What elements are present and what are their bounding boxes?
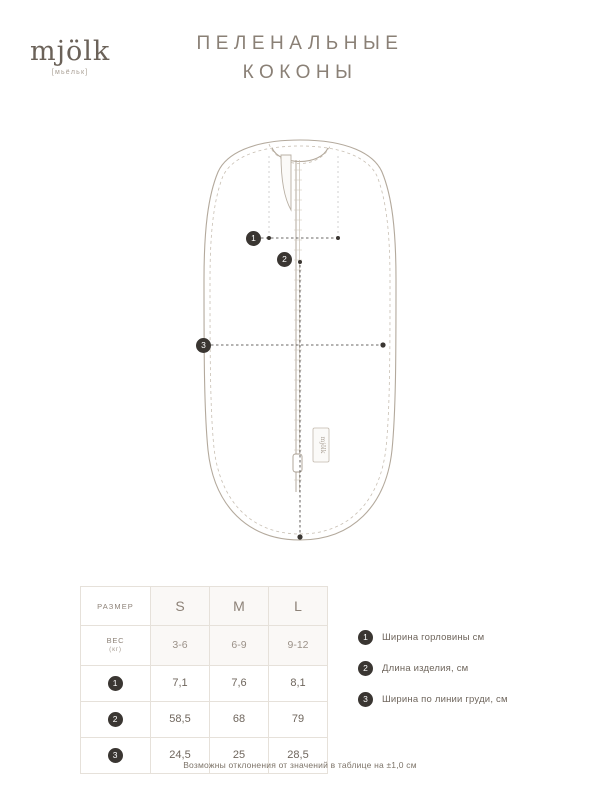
row-label-measure-2 <box>81 701 151 737</box>
cell-measure2-s: 58,5 <box>151 701 210 737</box>
cell-measure1-s: 7,1 <box>151 665 210 701</box>
legend-item-2 <box>358 661 578 676</box>
legend-item-3 <box>358 692 578 707</box>
illustration-marker-3: 3 <box>196 338 211 353</box>
legend-item-1 <box>358 630 578 645</box>
brand-name: mjölk <box>30 36 111 67</box>
product-illustration <box>0 110 600 570</box>
row-label-weight-text: ВЕС <box>106 636 125 645</box>
legend-badge-2: 2 <box>358 661 373 676</box>
table-header-size-l: L <box>269 587 328 626</box>
legend-text-3: Ширина по линии груди, см <box>382 694 508 705</box>
legend-badge-3: 3 <box>358 692 373 707</box>
cell-measure1-m: 7,6 <box>210 665 269 701</box>
measure-dot-2a <box>298 260 302 264</box>
table-header-size-m: M <box>210 587 269 626</box>
illustration-marker-1: 1 <box>246 231 261 246</box>
cell-measure3-l: 28,5 <box>269 737 328 773</box>
size-table-wrapper <box>80 586 328 774</box>
page-title <box>0 30 600 87</box>
legend-badge-1: 1 <box>358 630 373 645</box>
measure-dot-2b <box>297 534 302 539</box>
size-table <box>80 586 328 774</box>
page-title-line1: ПЕЛЕНАЛЬНЫЕ <box>196 33 404 54</box>
table-header-row <box>81 587 328 626</box>
illustration-marker-2: 2 <box>277 252 292 267</box>
swaddle-drawing <box>0 110 600 570</box>
legend-text-1: Ширина горловины см <box>382 632 485 643</box>
row-badge-1: 1 <box>108 676 123 691</box>
cell-measure2-l: 79 <box>269 701 328 737</box>
legend-text-2: Длина изделия, см <box>382 663 469 674</box>
row-label-measure-1 <box>81 665 151 701</box>
cell-measure3-s: 24,5 <box>151 737 210 773</box>
brand-tag-text: mjölk <box>319 436 326 454</box>
brand-transliteration: [мьёльк] <box>51 69 89 76</box>
cell-weight-l: 9-12 <box>269 626 328 666</box>
measurement-legend <box>358 630 578 723</box>
zipper-pull <box>293 454 302 472</box>
page-header <box>0 0 600 110</box>
page-title-line2: КОКОНЫ <box>242 61 358 83</box>
row-badge-2: 2 <box>108 712 123 727</box>
cell-measure1-l: 8,1 <box>269 665 328 701</box>
cell-measure2-m: 68 <box>210 701 269 737</box>
table-header-label: РАЗМЕР <box>81 587 151 626</box>
table-row <box>81 626 328 666</box>
measure-dot-3b <box>380 342 385 347</box>
row-label-weight <box>81 626 151 666</box>
table-row <box>81 665 328 701</box>
tolerance-footnote: Возможны отклонения от значений в таблице на ±1,0 см <box>183 760 417 770</box>
table-header-size-s: S <box>151 587 210 626</box>
row-badge-3: 3 <box>108 748 123 763</box>
cell-weight-m: 6-9 <box>210 626 269 666</box>
row-label-weight-unit: (кг) <box>109 646 122 654</box>
cell-weight-s: 3-6 <box>151 626 210 666</box>
cell-measure3-m: 25 <box>210 737 269 773</box>
table-row <box>81 701 328 737</box>
